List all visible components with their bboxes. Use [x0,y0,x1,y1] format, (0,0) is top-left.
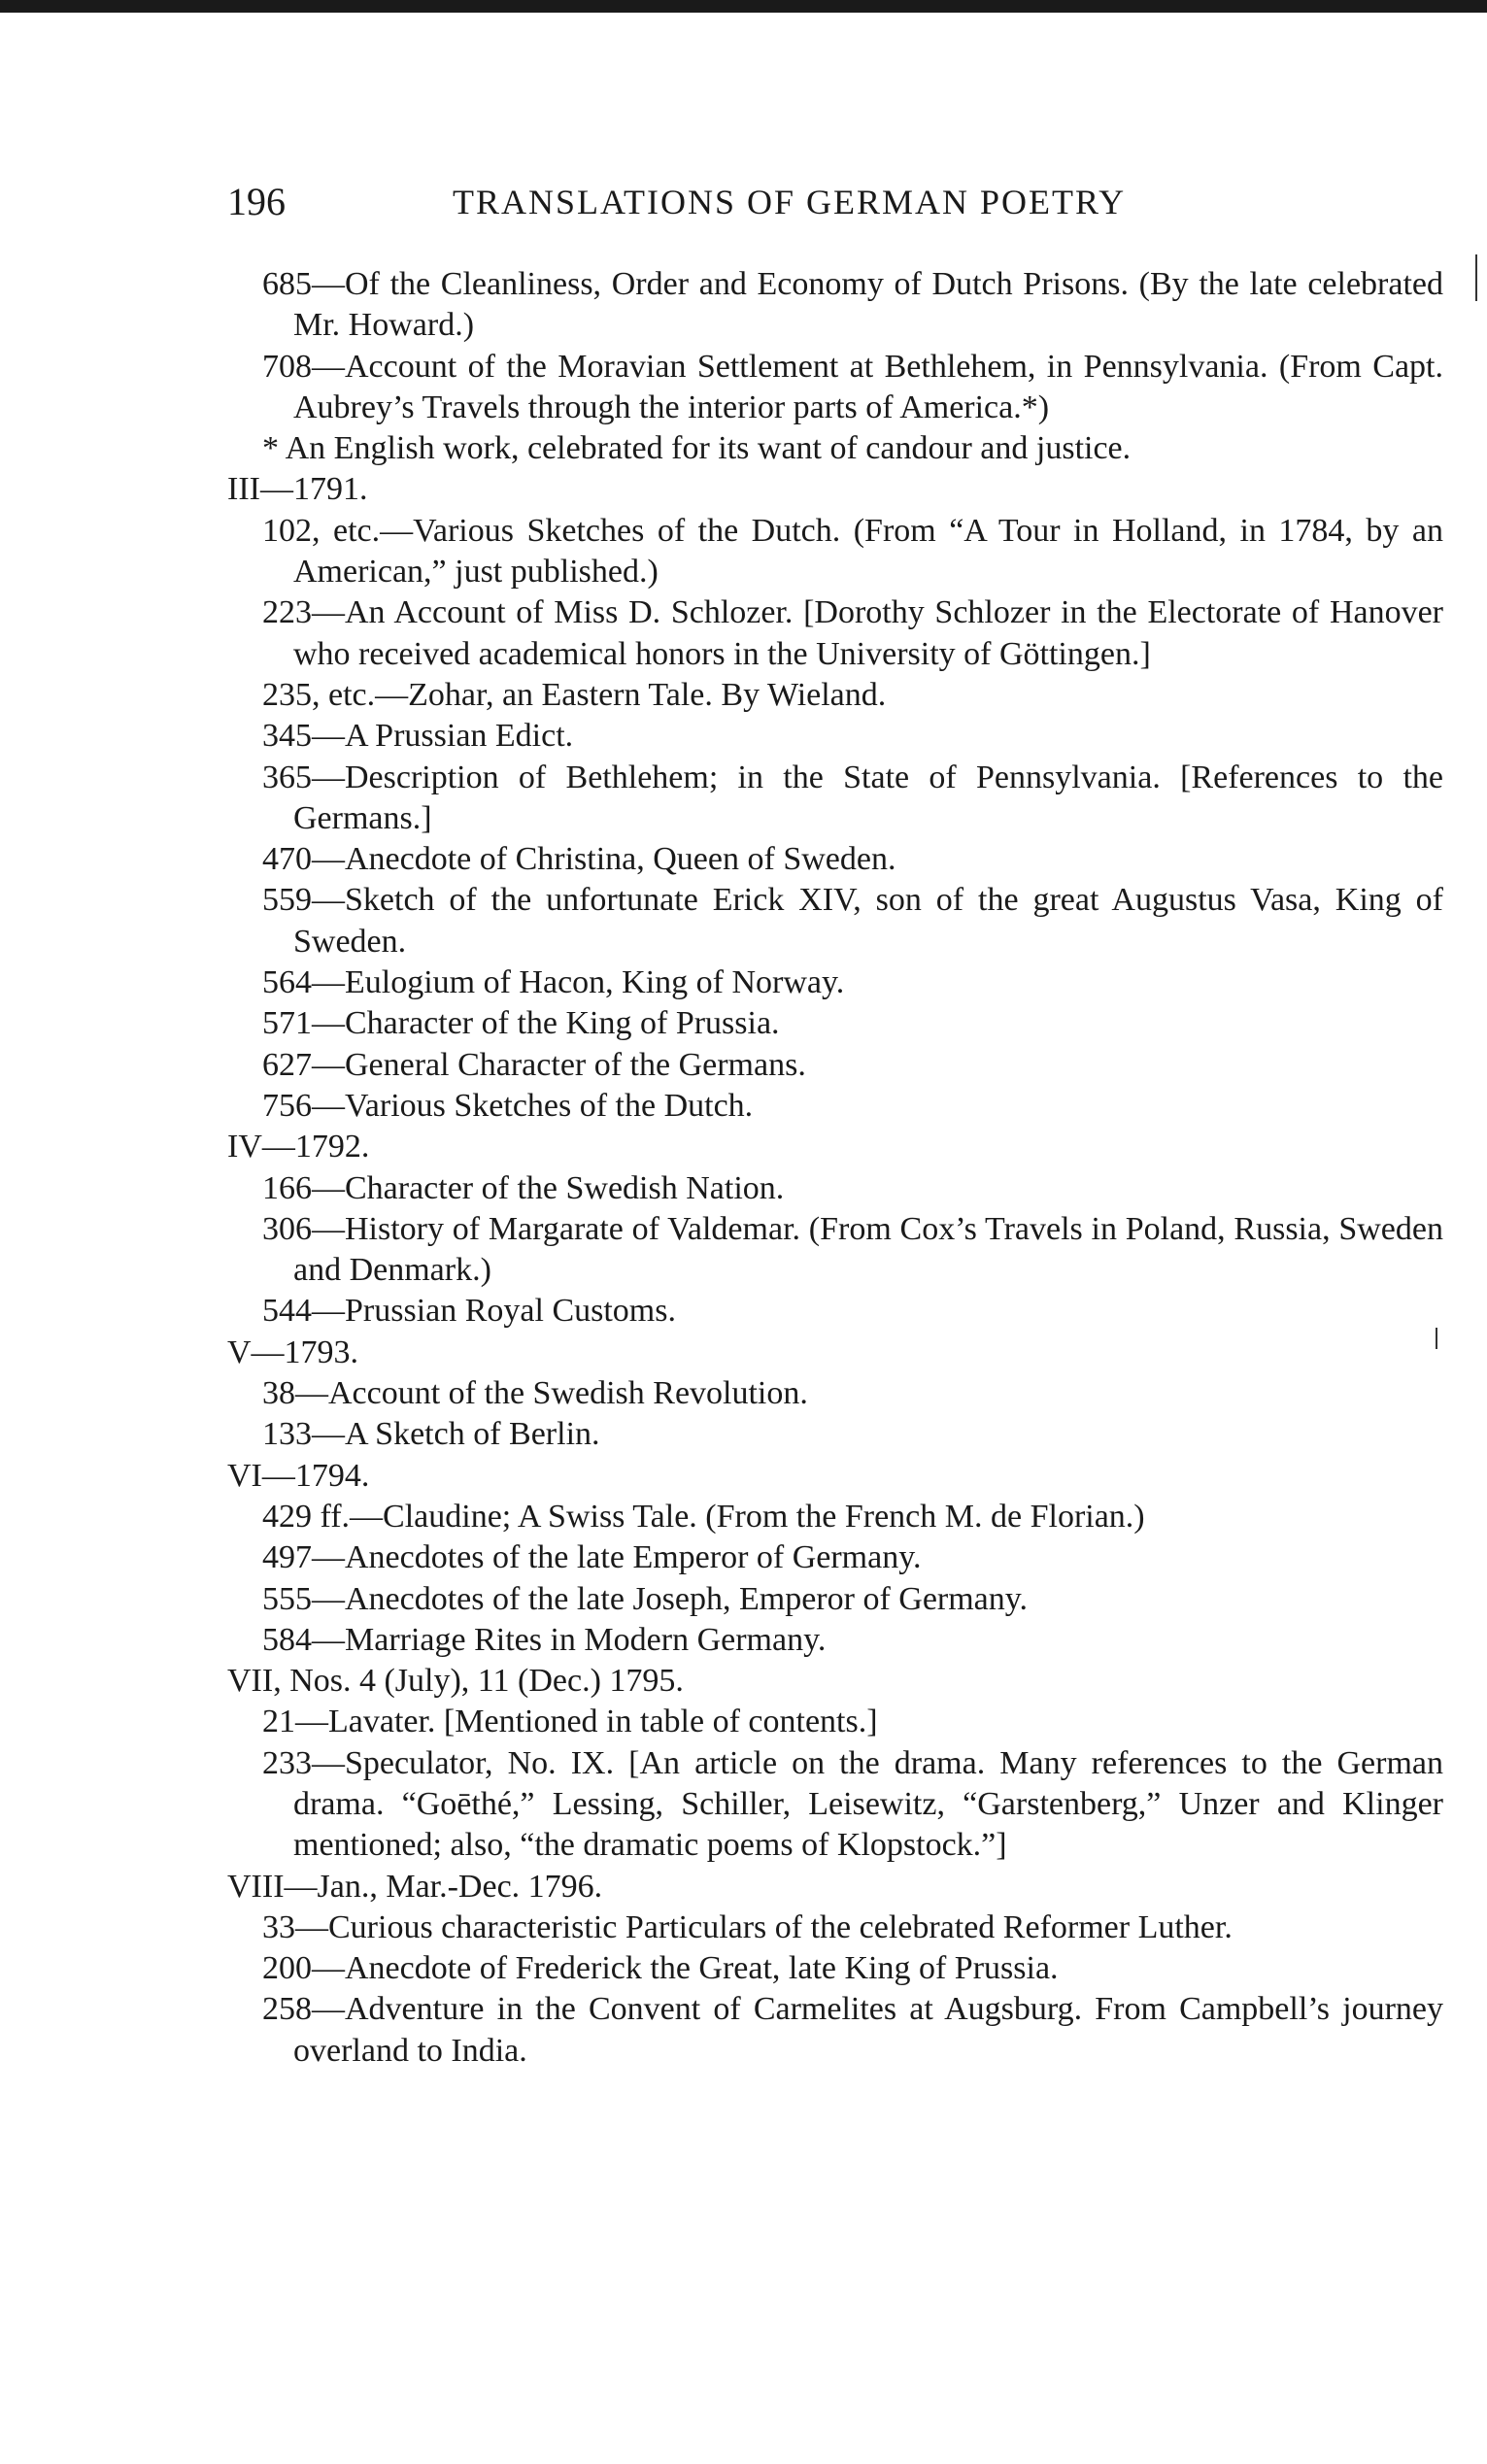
list-item: 200—Anecdote of Frederick the Great, late King of Prussia. [262,1950,1059,1987]
list-item: 102, etc.—Various Sketches of the Dutch. (From “A Tour in Holland, in 1784, by an American,” just published.) [262,512,1443,591]
page-header [227,178,1441,226]
volume-heading: VII, Nos. 4 (July), 11 (Dec.) 1795. [227,1663,684,1700]
list-item: 708—Account of the Moravian Settlement at Bethlehem, in Pennsylvania. (From Capt. Aubrey’s Travels through the interior parts of America.*) [262,348,1443,425]
list-item: 258—Adventure in the Convent of Carmelites at Augsburg. From Campbell’s journey overland to India. [262,1991,1443,2069]
list-item: 497—Anecdotes of the late Emperor of Germany. [262,1539,922,1576]
page-body [227,264,1443,2072]
volume-heading: VIII—Jan., Mar.-Dec. 1796. [227,1868,603,1905]
volume-heading: V—1793. [227,1333,359,1370]
volume-heading: VI—1794. [227,1457,370,1494]
list-item: 555—Anecdotes of the late Joseph, Emperor of Germany. [262,1580,1029,1617]
list-item: 233—Speculator, No. IX. [An article on the drama. Many references to the German drama. “Goēthé,” Lessing, Schiller, Leisewitz, “Garstenberg,” Unzer and Klinger mentioned; also, “the dramatic poems of Klopstock.”] [262,1744,1443,1864]
list-item: 470—Anecdote of Christina, Queen of Sweden. [262,841,896,878]
list-item: 345—A Prussian Edict. [262,718,574,755]
list-item: 571—Character of the King of Prussia. [262,1005,780,1042]
list-item: 584—Marriage Rites in Modern Germany. [262,1621,827,1658]
list-item: 306—History of Margarate of Valdemar. (From Cox’s Travels in Poland, Russia, Sweden and Denmark.) [262,1210,1443,1289]
volume-heading: III—1791. [227,471,368,508]
top-page-edge [0,0,1487,13]
list-item: 235, etc.—Zohar, an Eastern Tale. By Wieland. [262,676,887,713]
margin-mark [1475,254,1477,301]
list-item: 166—Character of the Swedish Nation. [262,1169,785,1206]
margin-mark [1436,1328,1437,1349]
list-item: 756—Various Sketches of the Dutch. [262,1087,754,1124]
list-item: 627—General Character of the Germans. [262,1046,806,1083]
list-item: 133—A Sketch of Berlin. [262,1416,600,1453]
list-item: 544—Prussian Royal Customs. [262,1293,676,1330]
list-item: 38—Account of the Swedish Revolution. [262,1375,808,1412]
list-item: 365—Description of Bethlehem; in the State of Pennsylvania. [References to the Germans.] [262,759,1443,836]
running-title: TRANSLATIONS OF GERMAN POETRY [453,183,1127,221]
volume-heading: IV—1792. [227,1129,370,1165]
list-item: 223—An Account of Miss D. Schlozer. [Dorothy Schlozer in the Electorate of Hanover who received academical honors in the University of Göttingen.] [262,594,1443,672]
list-item: 564—Eulogium of Hacon, King of Norway. [262,964,845,1001]
list-item: 429 ff.—Claudine; A Swiss Tale. (From the French M. de Florian.) [262,1498,1145,1535]
footnote: * An English work, celebrated for its want of candour and justice. [262,430,1132,467]
list-item: 21—Lavater. [Mentioned in table of contents.] [262,1704,878,1740]
list-item: 33—Curious characteristic Particulars of the celebrated Reformer Luther. [262,1908,1233,1945]
list-item: 685—Of the Cleanliness, Order and Economy of Dutch Prisons. (By the late celebrated Mr. Howard.) [262,266,1443,344]
list-item: 559—Sketch of the unfortunate Erick XIV, son of the great Augustus Vasa, King of Sweden. [262,882,1443,960]
page-number: 196 [227,180,286,223]
